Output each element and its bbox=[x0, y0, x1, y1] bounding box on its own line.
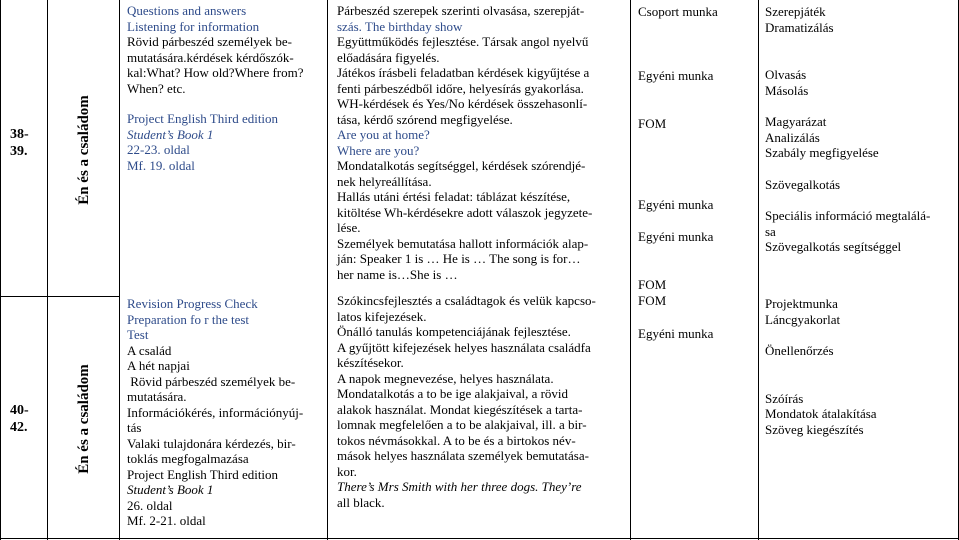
activity-line: Where are you? bbox=[337, 142, 420, 158]
content-line: mutatására.kérdések kérdőszók- bbox=[127, 49, 294, 65]
activities-cell bbox=[337, 293, 629, 510]
content-line: Mf. 19. oldal bbox=[127, 157, 195, 173]
content-cell bbox=[127, 3, 325, 173]
activity-line: Mondatalkotás a to be ige alakjaival, a rövid bbox=[337, 386, 569, 401]
activities-cell bbox=[337, 3, 629, 282]
methods-cell bbox=[765, 296, 957, 437]
lesson-number bbox=[10, 126, 29, 160]
methods-cell bbox=[765, 4, 957, 255]
method-line: Láncgyakorlat bbox=[765, 311, 841, 327]
content-line: mutatására. bbox=[127, 389, 187, 404]
activity-line: készítésekor. bbox=[337, 355, 404, 370]
work-form: Egyéni munka bbox=[638, 229, 714, 244]
activity-line: tása, kérdő szórend megfigyelése. bbox=[337, 111, 513, 127]
method-line: Szövegalkotás bbox=[765, 176, 841, 192]
work-form: Csoport munka bbox=[638, 4, 718, 19]
activity-line: tokos névmásokkal. A to be és a birtokos név- bbox=[337, 432, 576, 448]
content-line: Test bbox=[127, 327, 149, 342]
activity-line: her name is…She is … bbox=[337, 266, 458, 282]
content-line: 26. oldal bbox=[127, 497, 173, 513]
content-line: Valaki tulajdonára kérdezés, bir- bbox=[127, 435, 296, 451]
work-form: Egyéni munka bbox=[638, 326, 714, 341]
column-divider bbox=[758, 0, 759, 540]
method-line: Szerepjáték bbox=[765, 4, 826, 19]
table-border-left bbox=[0, 0, 1, 540]
work-form: FOM bbox=[638, 277, 667, 292]
lesson-number-line: 38- bbox=[10, 127, 29, 142]
content-line: Student’s Book 1 bbox=[127, 126, 214, 142]
activity-line: nek helyreállítása. bbox=[337, 173, 432, 189]
activity-line: Hallás utáni értési feladat: táblázat készítése, bbox=[337, 189, 571, 204]
method-line: Szövegalkotás segítséggel bbox=[765, 239, 902, 254]
activity-line: latos kifejezések. bbox=[337, 308, 427, 324]
activity-line: szás. The birthday show bbox=[337, 18, 463, 34]
row-divider bbox=[0, 296, 120, 297]
method-line: Másolás bbox=[765, 82, 809, 98]
method-line: Szóírás bbox=[765, 390, 804, 406]
content-line: A hét napjai bbox=[127, 358, 190, 373]
activity-line: alakok használat. Mondat kiegészítések a tarta- bbox=[337, 401, 583, 417]
method-line: Projektmunka bbox=[765, 296, 838, 311]
activity-line: lése. bbox=[337, 220, 361, 235]
activity-line: ján: Speaker 1 is … He is … The song is for… bbox=[337, 251, 581, 266]
content-line: A család bbox=[127, 342, 172, 358]
column-divider bbox=[47, 0, 48, 540]
content-line: Project English Third edition bbox=[127, 466, 279, 482]
content-line: Questions and answers bbox=[127, 3, 247, 18]
activity-line: Személyek bemutatása hallott információk alap- bbox=[337, 235, 589, 251]
content-line: toklás megfogalmazása bbox=[127, 451, 249, 466]
work-form: FOM bbox=[638, 116, 667, 131]
activity-line: Mondatalkotás segítséggel, kérdések szórendjé- bbox=[337, 158, 586, 173]
method-line: Analizálás bbox=[765, 129, 820, 145]
method-line: Speciális információ megtalálá- bbox=[765, 208, 931, 223]
activity-line: előadására figyelés. bbox=[337, 49, 440, 65]
content-line: kal:What? How old?Where from? bbox=[127, 65, 304, 80]
content-line: Listening for information bbox=[127, 18, 260, 34]
activity-line: WH-kérdések és Yes/No kérdések összehasonlí- bbox=[337, 96, 588, 111]
activity-line: Are you at home? bbox=[337, 127, 430, 142]
content-line: Rövid párbeszéd személyek be- bbox=[127, 373, 296, 389]
lesson-number bbox=[10, 402, 29, 436]
activity-line: kor. bbox=[337, 463, 357, 479]
activity-line: A napok megnevezése, helyes használata. bbox=[337, 370, 554, 386]
activity-line: Játékos írásbeli feladatban kérdések kigyűjtése a bbox=[337, 65, 590, 80]
content-line: 22-23. oldal bbox=[127, 142, 190, 157]
activity-line: A gyűjtött kifejezések helyes használata családfa bbox=[337, 339, 591, 355]
activity-line: all black. bbox=[337, 494, 385, 510]
activity-line: lomnak megfelelően a to be alakjaival, ill. a bir- bbox=[337, 417, 587, 432]
method-line: Olvasás bbox=[765, 67, 807, 82]
content-line: Információkérés, információnyúj- bbox=[127, 404, 304, 420]
lesson-number-line: 39. bbox=[10, 144, 28, 159]
method-line: Szabály megfigyelése bbox=[765, 145, 879, 160]
method-line: Dramatizálás bbox=[765, 19, 834, 35]
content-line: Rövid párbeszéd személyek be- bbox=[127, 34, 292, 49]
activity-line: kitöltése Wh-kérdésekre adott válaszok jegyzete- bbox=[337, 204, 593, 220]
lesson-number-line: 42. bbox=[10, 420, 28, 435]
content-line: When? etc. bbox=[127, 80, 186, 96]
method-line: Önellenőrzés bbox=[765, 343, 834, 358]
activity-line: mások helyes használata személyek bemutatása- bbox=[337, 448, 589, 463]
column-divider bbox=[327, 0, 328, 540]
activity-line: fenti párbeszédből időre, helyesírás gyakorlása. bbox=[337, 80, 584, 96]
content-cell bbox=[127, 296, 325, 529]
column-divider bbox=[119, 0, 120, 540]
work-form: FOM bbox=[638, 293, 667, 308]
lesson-number-line: 40- bbox=[10, 403, 29, 418]
method-line: Szöveg kiegészítés bbox=[765, 421, 864, 437]
content-line: Mf. 2-21. oldal bbox=[127, 513, 206, 528]
column-divider bbox=[630, 0, 631, 540]
work-form: Egyéni munka bbox=[638, 68, 714, 83]
content-line: Preparation fo r the test bbox=[127, 311, 250, 327]
method-line: Magyarázat bbox=[765, 114, 827, 129]
content-line: Student’s Book 1 bbox=[127, 482, 214, 497]
topic-label: Én és a családom bbox=[76, 95, 92, 205]
table-border-bottom bbox=[0, 538, 959, 539]
activity-line: Együttműködés fejlesztése. Társak angol nyelvű bbox=[337, 34, 589, 49]
activity-line: Szókincsfejlesztés a családtagok és velük kapcso- bbox=[337, 293, 596, 308]
content-line: tás bbox=[127, 420, 142, 435]
work-form: Egyéni munka bbox=[638, 197, 714, 212]
content-line: Project English Third edition bbox=[127, 111, 279, 126]
activity-line: Önálló tanulás kompetenciájának fejlesztése. bbox=[337, 324, 571, 339]
method-line: Mondatok átalakítása bbox=[765, 406, 877, 421]
content-line: Revision Progress Check bbox=[127, 296, 258, 311]
activity-line: Párbeszéd szerepek szerinti olvasása, szerepját- bbox=[337, 3, 585, 18]
topic-label: Én és a családom bbox=[76, 364, 92, 474]
activity-line: There’s Mrs Smith with her three dogs. They’re bbox=[337, 479, 582, 494]
method-line: sa bbox=[765, 223, 776, 239]
